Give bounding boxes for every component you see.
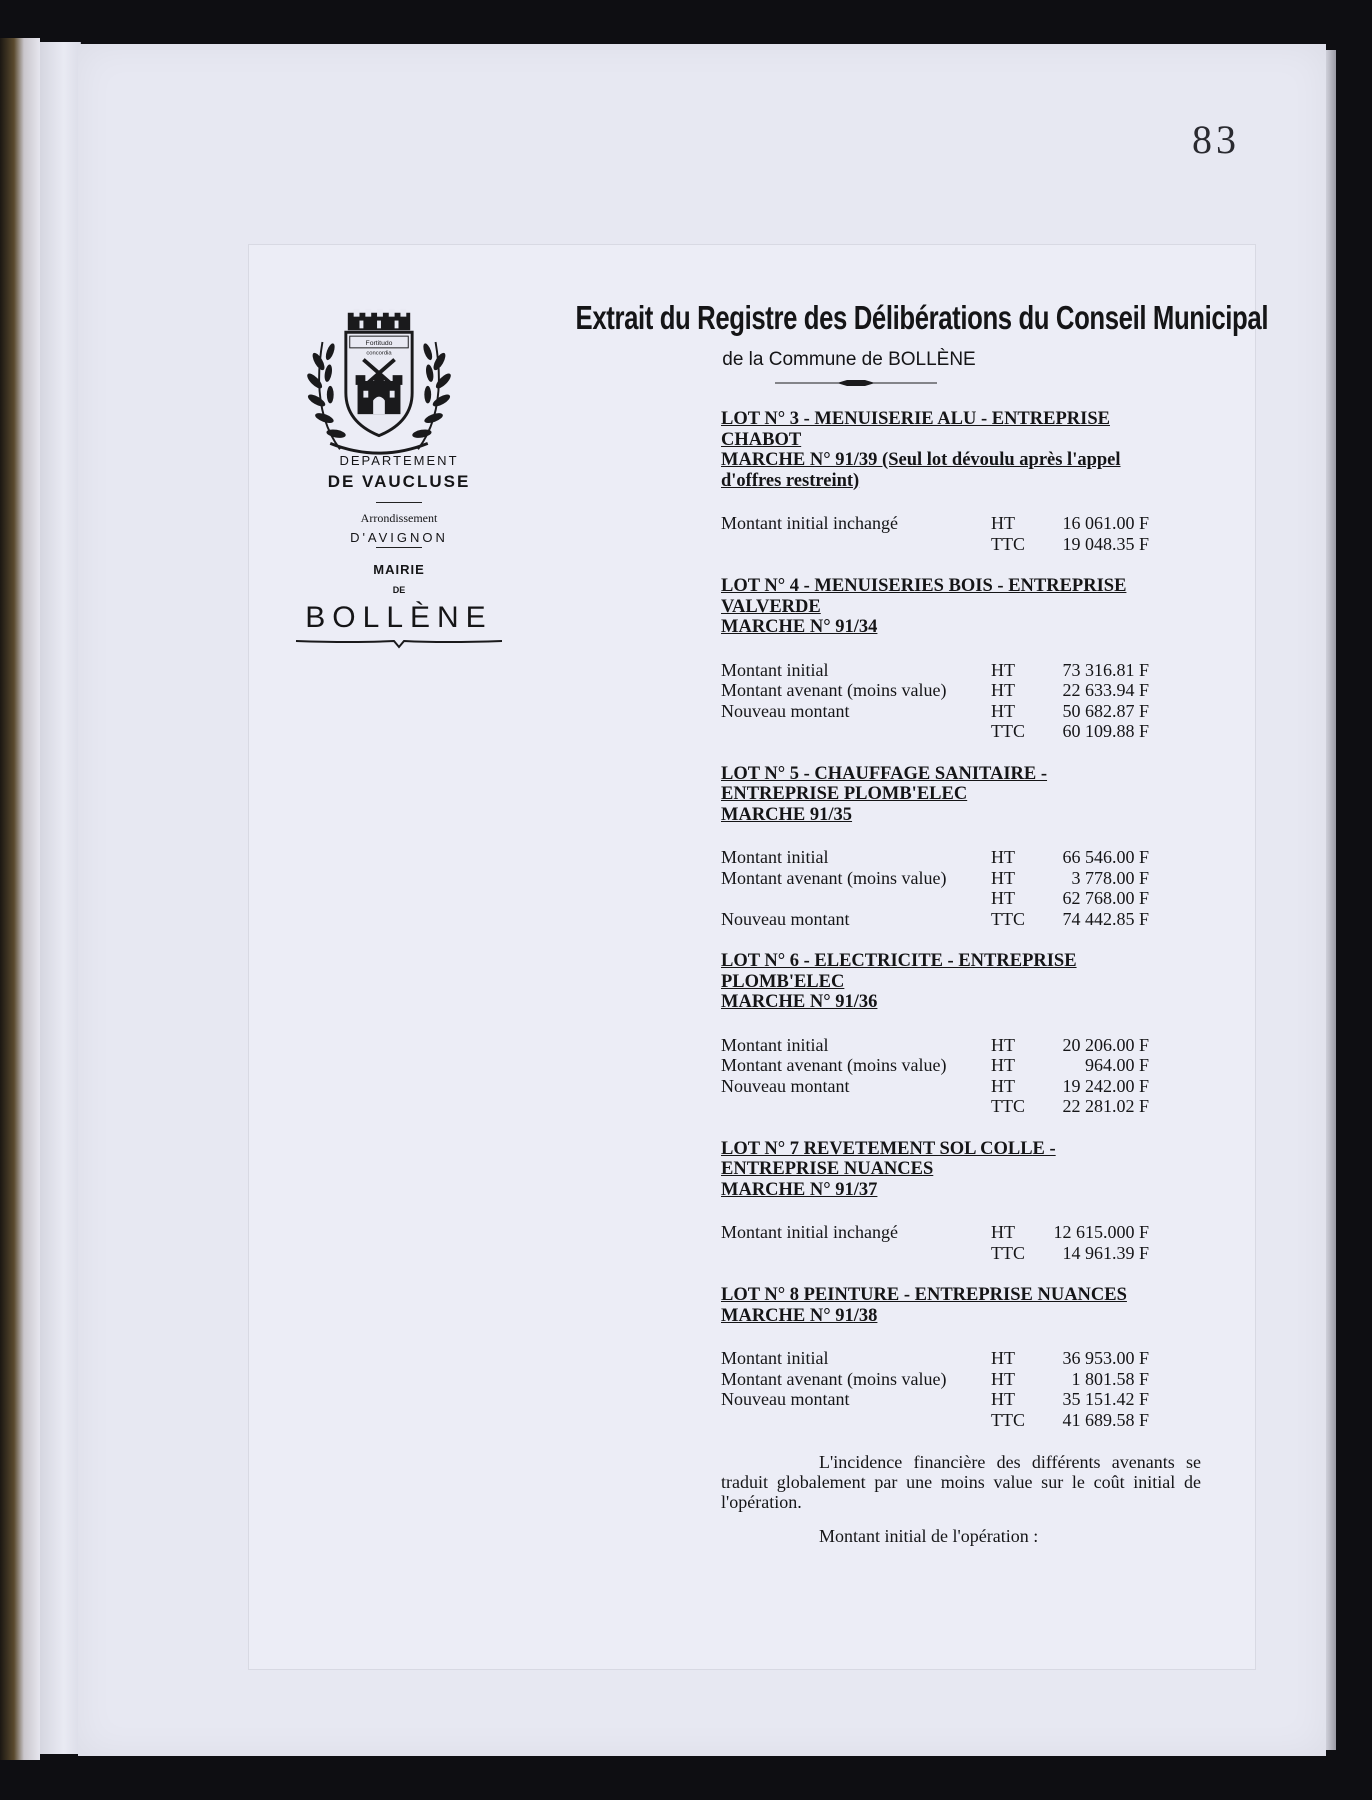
de-label: DE	[392, 585, 406, 595]
avignon-label: D'AVIGNON	[350, 530, 448, 545]
initial-amount-line: Montant initial de l'opération :	[819, 1526, 1039, 1546]
lot-title-line: MARCHE N° 91/37	[721, 1179, 878, 1200]
vaucluse-label: DE VAUCLUSE	[327, 472, 471, 491]
amount-row	[721, 1369, 1213, 1390]
amount-row	[721, 1389, 1213, 1410]
lot-title-line: MARCHE N° 91/38	[721, 1305, 878, 1326]
amount-label	[721, 721, 991, 742]
amount-label	[721, 534, 991, 555]
amount-value: 20 206.00 F	[1062, 1034, 1149, 1055]
amount-label: Montant initial	[721, 1034, 829, 1055]
amount-value: 35 151.42 F	[1062, 1389, 1149, 1409]
lot-title-line: VALVERDE	[721, 596, 821, 617]
amount-value: 19 048.35 F	[1062, 533, 1149, 554]
amount-row	[721, 1096, 1213, 1117]
amount-value: 66 546.00 F	[1062, 847, 1149, 867]
lot-section	[721, 576, 1213, 742]
amount-label: Montant initial	[721, 847, 829, 867]
amount-label: Montant initial inchangé	[721, 513, 898, 533]
amount-row	[721, 1076, 1213, 1097]
amount-value: 964.00 F	[1084, 1055, 1149, 1075]
amount-value: 62 768.00 F	[1062, 888, 1149, 908]
amount-value: 14 961.39 F	[1062, 1242, 1149, 1263]
tax-unit: HT	[991, 1222, 1015, 1242]
amount-value: 16 061.00 F	[1062, 513, 1149, 533]
amount-label	[721, 1410, 991, 1431]
svg-text:concordia: concordia	[366, 350, 392, 357]
lot-title-line: LOT N° 7 REVETEMENT SOL COLLE -	[721, 1138, 1056, 1159]
lot-title-line: ENTREPRISE NUANCES	[721, 1159, 934, 1179]
amount-label	[721, 888, 991, 909]
departement-label: DEPARTEMENT	[339, 453, 459, 468]
amount-label: Montant avenant (moins value)	[721, 680, 947, 700]
amount-label: Montant initial	[721, 659, 829, 680]
amount-row	[721, 1222, 1213, 1243]
lot-section	[721, 951, 1213, 1117]
amount-value: 36 953.00 F	[1062, 1348, 1149, 1368]
tax-unit: HT	[991, 888, 1015, 908]
lot-section	[721, 764, 1213, 930]
page-edge-left	[40, 42, 81, 1754]
amount-label: Nouveau montant	[721, 1075, 850, 1096]
page-number: 83	[1192, 117, 1240, 162]
tax-unit: HT	[991, 847, 1015, 867]
register-title: Extrait du Registre des Délibérations du Conseil Municipal	[575, 299, 1269, 336]
amount-label: Nouveau montant	[721, 700, 850, 721]
lot-title-line: LOT N° 5 - CHAUFFAGE SANITAIRE -	[721, 763, 1048, 784]
amount-value: 41 689.58 F	[1062, 1409, 1149, 1430]
coat-of-arms-logo	[301, 303, 457, 459]
tax-unit: HT	[991, 1075, 1015, 1096]
lot-title-line: CHABOT	[721, 429, 802, 450]
amount-label: Montant avenant (moins value)	[721, 867, 947, 888]
lots-content	[721, 409, 1213, 1547]
amount-label: Montant initial inchangé	[721, 1222, 898, 1242]
amount-row	[721, 660, 1213, 681]
amount-value: 1 801.58 F	[1071, 1368, 1149, 1389]
tax-unit: HT	[991, 1368, 1015, 1389]
letterhead-block	[249, 453, 549, 649]
lot-title-line: LOT N° 6 - ELECTRICITE - ENTREPRISE	[721, 951, 1077, 971]
amount-value: 50 682.87 F	[1062, 700, 1149, 721]
tax-unit: TTC	[991, 908, 1025, 929]
amount-row	[721, 1055, 1213, 1076]
lot-title-line: LOT N° 4 - MENUISERIES BOIS - ENTREPRISE	[721, 576, 1127, 596]
tax-unit: HT	[991, 1034, 1015, 1055]
tax-unit: HT	[991, 867, 1015, 888]
tax-unit: TTC	[991, 533, 1025, 554]
amount-label: Nouveau montant	[721, 1389, 850, 1409]
book-binding	[0, 38, 40, 1760]
tax-unit: HT	[991, 1389, 1015, 1409]
tax-unit: TTC	[991, 1096, 1025, 1116]
amount-label: Montant avenant (moins value)	[721, 1368, 947, 1389]
page-edge-right	[1326, 50, 1336, 1750]
title-ornament	[775, 379, 937, 387]
amount-value: 73 316.81 F	[1062, 659, 1149, 680]
amount-row	[721, 1243, 1213, 1264]
amount-row	[721, 909, 1213, 930]
amount-row	[721, 513, 1213, 534]
tax-unit: TTC	[991, 1242, 1025, 1263]
amount-value: 19 242.00 F	[1062, 1075, 1149, 1096]
page	[78, 44, 1326, 1756]
amount-row	[721, 534, 1213, 555]
bollene-label: BOLLÈNE	[305, 601, 493, 634]
arrondissement-label: Arrondissement	[360, 511, 438, 525]
mairie-label: MAIRIE	[373, 562, 425, 577]
amount-value: 74 442.85 F	[1062, 908, 1149, 929]
conclusion-paragraph: L'incidence financière des différents avenants se traduit globalement par une moins value sur le coût initial de l'opération.	[721, 1452, 1201, 1512]
tax-unit: HT	[991, 700, 1015, 721]
amount-row	[721, 1035, 1213, 1056]
lot-title-line: LOT N° 3 - MENUISERIE ALU - ENTREPRISE	[721, 409, 1110, 429]
amount-value: 22 633.94 F	[1062, 680, 1149, 700]
amount-row	[721, 888, 1213, 909]
lot-title-line: MARCHE 91/35	[721, 804, 853, 825]
amount-row	[721, 680, 1213, 701]
lot-section	[721, 1139, 1213, 1264]
lot-title-line: MARCHE N° 91/34	[721, 617, 878, 637]
divider	[376, 502, 422, 503]
tax-unit: TTC	[991, 721, 1025, 741]
lot-title-line: MARCHE N° 91/39 (Seul lot dévoulu après l'appel	[721, 450, 1121, 470]
tax-unit: HT	[991, 659, 1015, 680]
swash-ornament	[294, 637, 504, 649]
register-subtitle: de la Commune de BOLLÈNE	[722, 349, 976, 370]
amount-row	[721, 701, 1213, 722]
tax-unit: TTC	[991, 1409, 1025, 1430]
tax-unit: HT	[991, 680, 1015, 700]
tax-unit: HT	[991, 1055, 1015, 1075]
amount-row	[721, 721, 1213, 742]
amount-label	[721, 1243, 991, 1264]
lot-title-line: MARCHE N° 91/36	[721, 992, 878, 1012]
amount-label	[721, 1096, 991, 1117]
svg-text:Fortitudo: Fortitudo	[365, 339, 393, 347]
amount-row	[721, 868, 1213, 889]
lot-title-line: ENTREPRISE PLOMB'ELEC	[721, 784, 968, 804]
lot-title-line: LOT N° 8 PEINTURE - ENTREPRISE NUANCES	[721, 1285, 1127, 1305]
amount-row	[721, 1410, 1213, 1431]
amount-value: 60 109.88 F	[1062, 721, 1149, 741]
tax-unit: HT	[991, 513, 1015, 533]
amount-row	[721, 847, 1213, 868]
lot-title-line: d'offres restreint)	[721, 470, 860, 491]
divider	[376, 547, 422, 548]
amount-label: Montant avenant (moins value)	[721, 1055, 947, 1075]
amount-value: 22 281.02 F	[1062, 1096, 1149, 1116]
amount-value: 3 778.00 F	[1071, 867, 1149, 888]
letter-sheet	[248, 244, 1269, 1670]
lot-title-line: PLOMB'ELEC	[721, 971, 845, 992]
lot-section	[721, 1285, 1213, 1430]
amount-row	[721, 1348, 1213, 1369]
amount-label: Montant initial	[721, 1348, 829, 1368]
tax-unit: HT	[991, 1348, 1015, 1368]
lot-section	[721, 409, 1213, 554]
amount-value: 12 615.000 F	[1053, 1222, 1149, 1242]
amount-label: Nouveau montant	[721, 908, 850, 929]
